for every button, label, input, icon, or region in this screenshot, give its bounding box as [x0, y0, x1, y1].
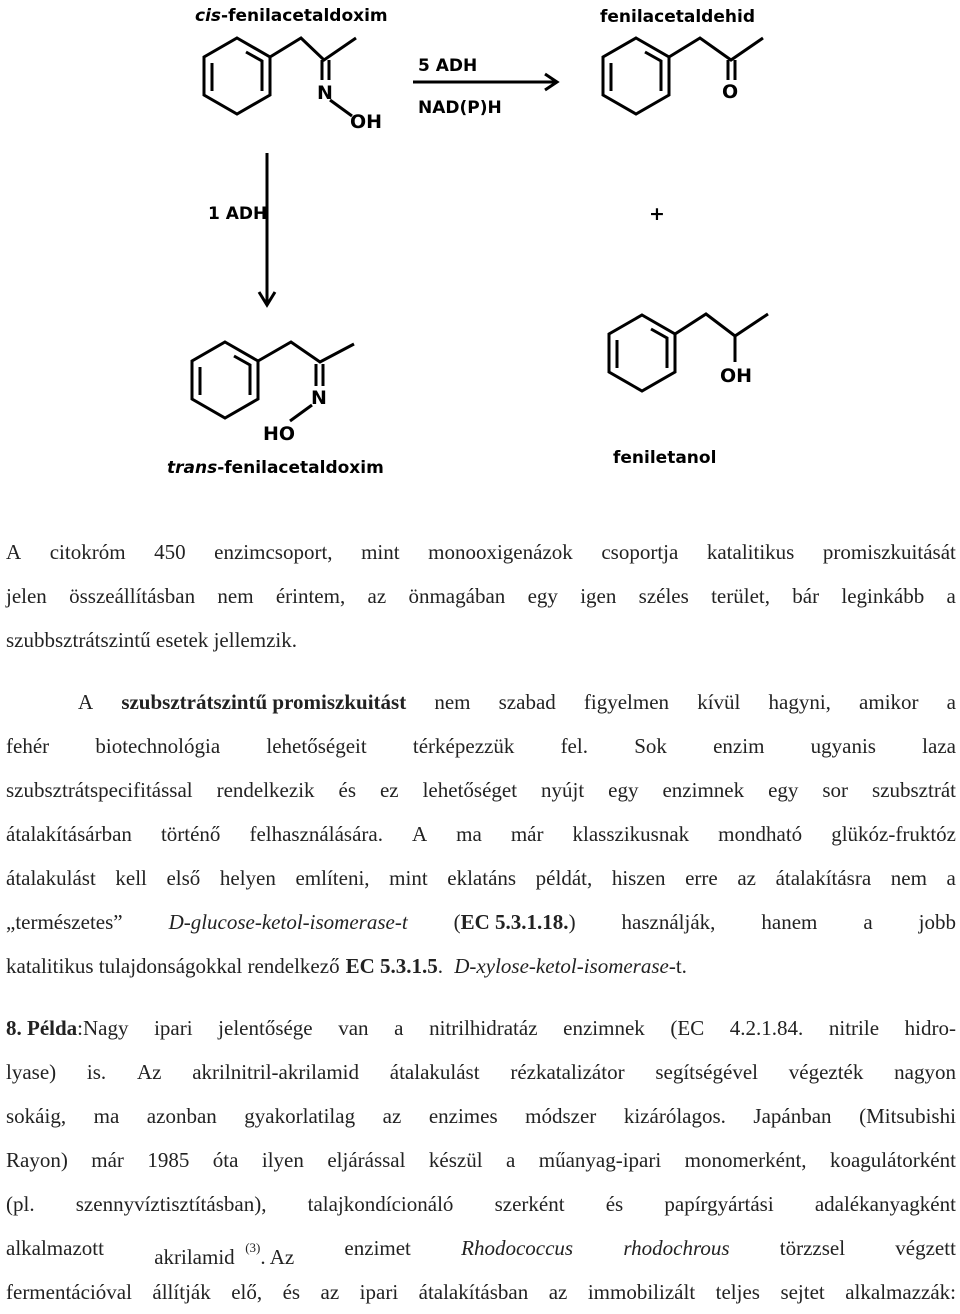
text-line: átalakításárban történő felhasználására. A ma már klasszikusnak mondható glükóz-fruktóz	[6, 822, 956, 846]
text-line: alkalmazott akrilamid $^{(3)}$. Az enzimet Rhodococcus rhodochrous törzzsel végzett	[6, 1226, 956, 1270]
atom-oh: OH	[350, 111, 383, 133]
text-line: A szubsztrátszintű promiszkuitást nem szabad figyelmen kívül hagyni, amikor a	[6, 680, 956, 724]
text-line: (pl. szennyvíztisztításban), talajkondícionáló szerként és papírgyártási adalékanyagként	[6, 1192, 956, 1216]
text-line: fehér biotechnológia lehetőségeit térképezzük fel. Sok enzim ugyanis laza	[6, 734, 956, 758]
ethanol-structure	[609, 314, 768, 391]
atom-oh: OH	[720, 365, 753, 387]
bold-term: szubsztrátszintű promiszkuitást	[121, 690, 407, 714]
aldehyde-label: fenilacetaldehid	[600, 7, 755, 27]
plus-sign: +	[649, 203, 665, 225]
text-line: 8. Példa:Nagy ipari jelentősége van a nitrilhidratáz enzimnek (EC 4.2.1.84. nitrile hidro-	[6, 1016, 956, 1040]
text-line: jelen összeállításban nem érintem, az önmagában egy igen széles terület, bár leginkább a	[6, 584, 956, 608]
arrow-top-cofactor: NAD(P)H	[418, 98, 502, 118]
atom-o: O	[722, 81, 739, 103]
text-line: A citokróm 450 enzimcsoport, mint monooxigenázok csoportja katalitikus promiszkuitását	[6, 540, 956, 564]
ethanol-label: feniletanol	[613, 448, 717, 468]
reaction-scheme	[0, 0, 960, 520]
enzyme-name: D-glucose-ketol-isomerase-t	[168, 910, 408, 934]
example-heading: Példa	[27, 1016, 78, 1040]
text-line: szubbsztrátszintű esetek jellemzik.	[6, 628, 297, 652]
paragraph-2	[6, 680, 956, 988]
text-line: szubsztrátspecifitással rendelkezik és ez lehetőséget nyújt egy enzimnek egy sor szubsztrát	[6, 778, 956, 802]
atom-n: N	[311, 387, 327, 409]
organism-species: rhodochrous	[623, 1236, 730, 1260]
trans-oxime-structure	[192, 342, 354, 445]
body-text	[6, 530, 956, 1314]
arrow-down-enzyme: 1 ADH	[208, 204, 268, 224]
cis-oxime-structure	[204, 38, 382, 133]
text-line: „természetes” D-glucose-ketol-isomerase-t (EC 5.3.1.18.) használják, hanem a jobb	[6, 900, 956, 944]
text-line: Rayon) már 1985 óta ilyen eljárással készül a műanyag-ipari monomerként, koagulátorként	[6, 1148, 956, 1172]
text-line: átalakulást kell első helyen említeni, mint eklatáns példát, hiszen erre az átalakításra nem a	[6, 866, 956, 890]
ec-number: EC 5.3.1.5	[345, 954, 438, 978]
text-line: sokáig, ma azonban gyakorlatilag az enzimes módszer kizárólagos. Japánban (Mitsubishi	[6, 1104, 956, 1128]
trans-oxime-label: trans-fenilacetaldoxim	[167, 458, 384, 478]
arrow-down	[259, 153, 275, 305]
aldehyde-structure	[603, 38, 763, 114]
enzyme-name: D-xylose-ketol-isomerase	[454, 954, 669, 978]
atom-ho: HO	[263, 423, 296, 445]
atom-n: N	[317, 82, 333, 104]
arrow-top-enzyme: 5 ADH	[418, 56, 478, 76]
paragraph-1	[6, 530, 956, 662]
arrow-right	[413, 74, 557, 90]
reference-marker: (3)	[245, 1240, 261, 1255]
paragraph-3	[6, 1006, 956, 1314]
text-line: fermentációval állítják elő, és az ipari átalakításban az immobilizált teljes sejtet alkalmazzák:	[6, 1280, 956, 1304]
text-line: lyase) is. Az akrilnitril-akrilamid átalakulást rézkatalizátor segítségével végezték nagyon	[6, 1060, 956, 1084]
text-line: katalitikus tulajdonságokkal rendelkező EC 5.3.1.5. D-xylose-ketol-isomerase-t.	[6, 954, 687, 978]
cis-oxime-label: cis-fenilacetaldoxim	[195, 6, 388, 26]
ec-number: EC 5.3.1.18.	[460, 910, 569, 934]
organism-genus: Rhodococcus	[461, 1236, 574, 1260]
